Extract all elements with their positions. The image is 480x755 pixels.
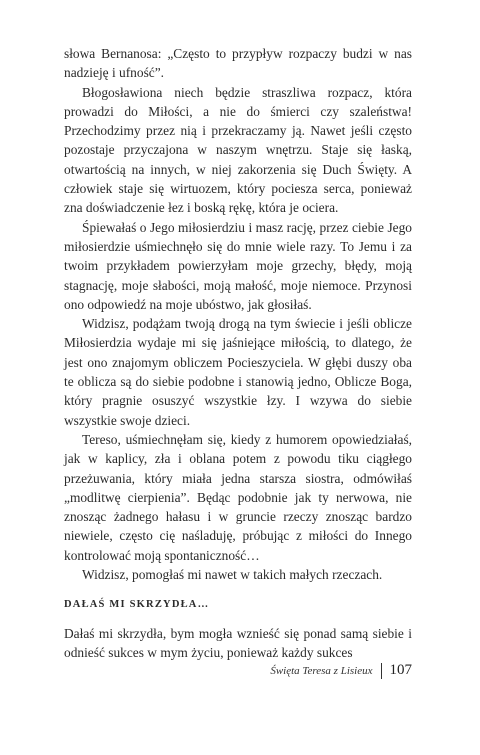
section-paragraph: Dałaś mi skrzydła, bym mogła wznieść się ponad samą siebie i odnieść sukces w mym życiu, ponieważ każdy sukces (64, 625, 412, 660)
paragraph-5: Tereso, uśmiechnęłam się, kiedy z humorem opowiedziałaś, jak w kaplicy, zła i oblana potem z powodu tiku ciągłego przeżuwania, który miała jedna starsza siostra, odmówiłaś „modlitwę cierpienia”. Będąc podobnie jak ty nerwowa, nie znosząc żadnego hałasu i w gruncie rzeczy znosząc bardzo niewiele, często cię naśladuję, próbując z miłości do Innego kontrolować moją spontaniczność… (64, 431, 412, 563)
paragraph-6: Widzisz, pomogłaś mi nawet w takich małych rzeczach. (82, 567, 383, 583)
section-heading: DAŁAŚ MI SKRZYDŁA… (64, 599, 210, 611)
running-title: Święta Teresa z Lisieux (270, 664, 373, 677)
paragraph-3: Śpiewałaś o Jego miłosierdziu i masz rację, przez ciebie Jego miłosierdzie uśmiechnęło się do mnie wiele razy. To Jemu i za twoim przykładem powierzyłam moje grzechy, błędy, moją stagnację, moje słabości, moją małość, moje niemoce. Przynosi ono odpowiedź na moje ubóstwo, jak głosiłaś. (64, 219, 412, 312)
footer-divider (381, 663, 382, 679)
paragraph-4: Widzisz, podążam twoją drogą na tym świecie i jeśli oblicze Miłosierdzia wydaje mi się jaśniejące miłością, to dlatego, że jest ono znajomym obliczem Pocieszyciela. W głębi duszy oba te oblicza są do siebie podobne i stanowią jedno, Oblicze Boga, który pragnie osuszyć wszystkie łzy. I wzywa do siebie wszystkie swoje dzieci. (64, 316, 412, 428)
paragraph-1: słowa Bernanosa: „Często to przypływ rozpaczy budzi w nas nadzieję i ufność”. (64, 46, 412, 81)
page-footer (64, 662, 412, 679)
paragraph-2: Błogosławiona niech będzie straszliwa rozpacz, która prowadzi do Miłości, a nie do śmierci czy szaleństwa! Przechodzimy przez nią i przekraczamy ją. Nawet jeśli często pozostaje przyczajona w naszym wnętrzu. Staje się łaską, otwartością na innych, w niej zakorzenia się Duch Święty. A człowiek staje się wirtuozem, który pociesza serca, ponieważ zna doświadczenie łez i boską rękę, która je ociera. (64, 84, 412, 216)
body-text (64, 44, 412, 662)
page-number: 107 (389, 662, 412, 678)
